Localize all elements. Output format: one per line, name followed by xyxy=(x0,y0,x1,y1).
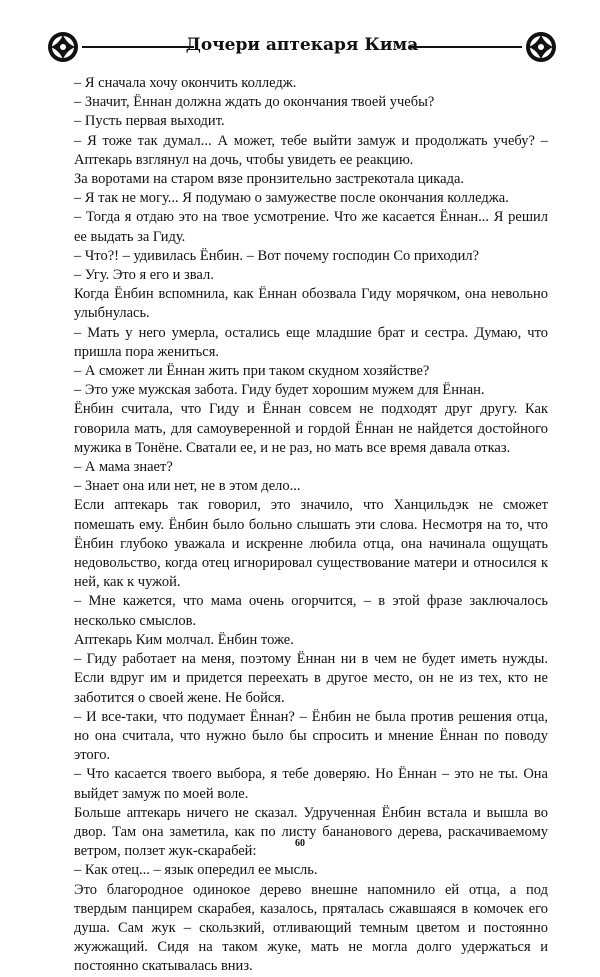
paragraph: – Мать у него умерла, остались еще младшие брат и сестра. Думаю, что пришла пора жениться. xyxy=(74,324,548,360)
paragraph: Ёнбин считала, что Гиду и Ённан совсем не подходят друг другу. Как говорила мать, для самоуверенной и гордой Ённан не найдется достойного мужика в Тонёне. Сватали ее, и не раз, но мать все время давала отказ. xyxy=(74,401,548,456)
page-title: Дочери аптекаря Кима xyxy=(185,35,419,55)
paragraph: – Мне кажется, что мама очень огорчится, – в этой фразе заключалось несколько смыслов. xyxy=(74,593,548,629)
paragraph: Когда Ёнбин вспомнила, как Ённан обозвала Гиду морячком, она невольно улыбнулась. xyxy=(74,286,548,322)
paragraph: – Я тоже так думал... А может, тебе выйти замуж и продолжать учебу? – Аптекарь взглянул на дочь, чтобы увидеть ее реакцию. xyxy=(74,132,548,168)
paragraph: – Гиду работает на меня, поэтому Ённан ни в чем не будет иметь нужды. Если вдруг им и придется переехать в другое место, он не из тех, кто не заботится о своей жене. Не бойся. xyxy=(74,651,548,706)
paragraph: – Это уже мужская забота. Гиду будет хорошим мужем для Ённан. xyxy=(74,382,485,399)
paragraph: – Что?! – удивилась Ёнбин. – Вот почему господин Со приходил? xyxy=(74,247,480,264)
paragraph: – И все-таки, что подумает Ённан? – Ёнбин не была против решения отца, но она считала, что нужно было бы спросить и мнение Ённан по поводу этого. xyxy=(74,708,548,764)
paragraph: – Пусть первая выходит. xyxy=(74,113,225,130)
paragraph: Если аптекарь так говорил, это значило, что Ханцильдэк не сможет помешать ему. Ёнбин было больно слышать эти слова. Несмотря на то, что Ёнбин глубоко уважала и искренне любила отца, она начинала ощущать недовольство, когда отец игнорировал существование матери и относился к ней, как к чужой. xyxy=(74,497,548,591)
paragraph: За воротами на старом вязе пронзительно застрекотала цикада. xyxy=(74,171,465,188)
paragraph: – А мама знает? xyxy=(74,459,173,476)
header-rule-right xyxy=(410,46,522,48)
paragraph: – Значит, Ённан должна ждать до окончания твоей учебы? xyxy=(74,94,435,111)
paragraph: – А сможет ли Ённан жить при таком скудном хозяйстве? xyxy=(74,363,430,380)
paragraph: – Я сначала хочу окончить колледж. xyxy=(74,75,297,91)
paragraph: – Я так не могу... Я подумаю о замужестве после окончания колледжа. xyxy=(74,190,509,207)
ornament-right-icon xyxy=(524,30,558,64)
paragraph: – Как отец... – язык опередил ее мысль. xyxy=(74,862,318,879)
paragraph: – Что касается твоего выбора, я тебе доверяю. Но Ённан – это не ты. Она выйдет замуж по моей воле. xyxy=(74,766,548,802)
paragraph: Больше аптекарь ничего не сказал. Удрученная Ёнбин встала и вышла во двор. Там она заметила, как по листу бананового дерева, раскачиваемому ветром, ползет жук-скарабей: xyxy=(74,804,548,860)
paragraph: Это благородное одинокое дерево внешне напомнило ей отца, а под твердым панцирем скарабея, казалось, пряталась сжавшаяся в комочек его душа. Сам жук – скользкий, отливающий темным цветом и постоянно жужжащий. Сидя на таком жуке, мать не могла долго удержаться и постоянно скатывалась вниз. xyxy=(74,881,548,975)
paragraph: – Знает она или нет, не в этом дело... xyxy=(74,478,301,495)
paragraph: – Тогда я отдаю это на твое усмотрение. Что же касается Ённан... Я решил ее выдать за Гиду. xyxy=(74,209,548,245)
paragraph: – Угу. Это я его и звал. xyxy=(74,267,214,284)
paragraph: Аптекарь Ким молчал. Ёнбин тоже. xyxy=(74,631,294,648)
page-number: 60 xyxy=(295,838,305,849)
running-header xyxy=(46,30,558,64)
